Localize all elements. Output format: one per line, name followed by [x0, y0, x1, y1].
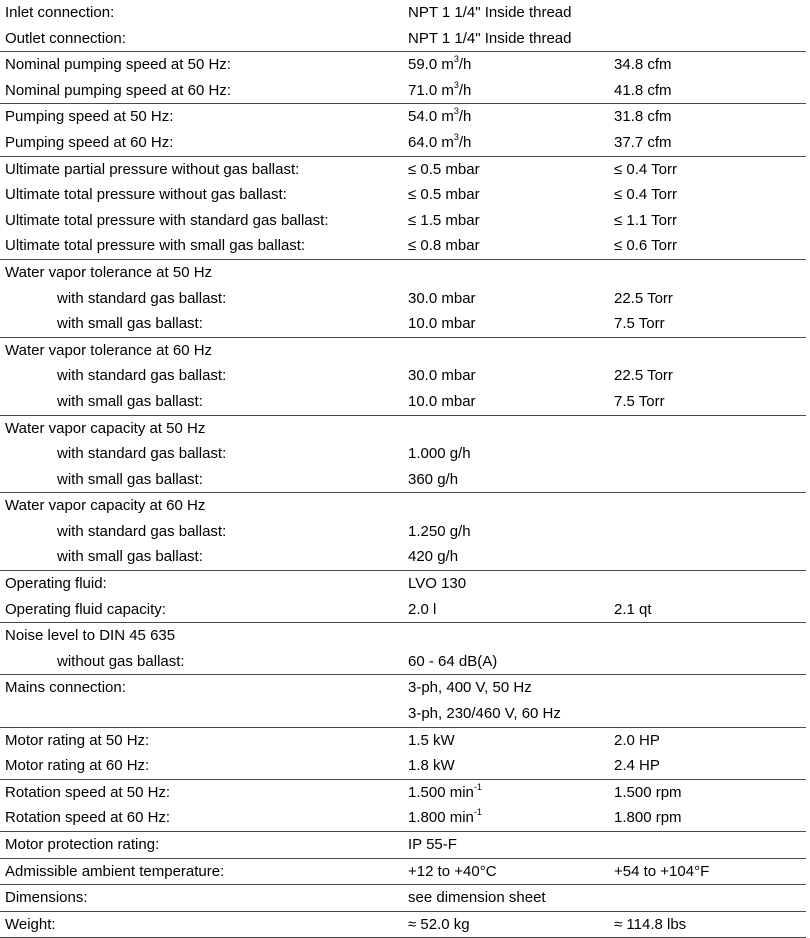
spec-group: [0, 859, 806, 886]
spec-imperial-value: 2.4 HP: [614, 757, 660, 775]
spec-row: [0, 805, 806, 831]
spec-label: Operating fluid:: [5, 575, 107, 593]
spec-row: [0, 0, 806, 26]
spec-row: [0, 104, 806, 130]
spec-metric-value: NPT 1 1/4" Inside thread: [408, 29, 572, 47]
metric-exponent: -1: [473, 781, 482, 792]
spec-label: Rotation speed at 50 Hz:: [5, 783, 171, 801]
spec-metric-value: 30.0 mbar: [408, 367, 476, 385]
spec-label: without gas ballast:: [57, 652, 185, 670]
spec-metric-value: 10.0 mbar: [408, 315, 476, 333]
spec-imperial-value: ≤ 0.4 Torr: [614, 186, 677, 204]
spec-row: [0, 701, 806, 727]
metric-unit-suffix: /h: [458, 81, 472, 99]
spec-label: with small gas ballast:: [57, 392, 203, 410]
spec-group: [0, 675, 806, 727]
spec-row: [0, 519, 806, 545]
spec-label: Nominal pumping speed at 50 Hz:: [5, 56, 231, 74]
spec-group: [0, 728, 806, 780]
metric-unit-suffix: /h: [458, 108, 472, 126]
spec-row: [0, 286, 806, 312]
spec-label: Motor rating at 50 Hz:: [5, 731, 150, 749]
spec-metric-value: IP 55-F: [408, 836, 457, 853]
spec-metric-value: 1.8 kW: [408, 757, 455, 775]
spec-metric-value: NPT 1 1/4" Inside thread: [408, 4, 572, 21]
spec-label: Water vapor tolerance at 60 Hz: [5, 341, 213, 359]
spec-label: Motor rating at 60 Hz:: [5, 757, 150, 775]
spec-label: Rotation speed at 60 Hz:: [5, 809, 171, 827]
spec-row: [0, 363, 806, 389]
metric-number: 1.500 min: [408, 783, 474, 801]
spec-label: with standard gas ballast:: [57, 522, 227, 540]
spec-group: [0, 0, 806, 52]
spec-metric-value: 10.0 mbar: [408, 392, 476, 410]
spec-group: [0, 780, 806, 832]
spec-row: [0, 493, 806, 519]
spec-label: Inlet connection:: [5, 4, 115, 21]
spec-row: [0, 571, 806, 597]
spec-row: [0, 416, 806, 442]
spec-imperial-value: 7.5 Torr: [614, 392, 665, 410]
spec-metric-value: ≤ 0.8 mbar: [408, 237, 480, 255]
spec-group: [0, 260, 806, 338]
spec-row: [0, 912, 806, 938]
spec-metric-value: 1.250 g/h: [408, 522, 471, 540]
spec-metric-value: LVO 130: [408, 575, 467, 593]
spec-row: [0, 389, 806, 415]
spec-metric-value: 1.000 g/h: [408, 445, 471, 463]
spec-row: [0, 859, 806, 885]
spec-group: [0, 912, 806, 938]
spec-row: [0, 130, 806, 156]
spec-imperial-value: ≤ 0.6 Torr: [614, 237, 677, 255]
spec-metric-value: +12 to +40°C: [408, 862, 497, 880]
spec-row: [0, 78, 806, 104]
spec-metric-value: [408, 78, 471, 104]
spec-row: [0, 544, 806, 570]
spec-row: [0, 26, 806, 52]
spec-label: Pumping speed at 60 Hz:: [5, 133, 174, 151]
spec-label: Noise level to DIN 45 635: [5, 627, 176, 645]
spec-imperial-value: 37.7 cfm: [614, 133, 672, 151]
spec-imperial-value: 31.8 cfm: [614, 108, 672, 126]
spec-group: [0, 338, 806, 416]
spec-imperial-value: 7.5 Torr: [614, 315, 665, 333]
metric-number: 1.800 min: [408, 809, 474, 827]
spec-imperial-value: 1.500 rpm: [614, 783, 682, 801]
spec-metric-value: [408, 780, 482, 806]
spec-metric-value: 3-ph, 230/460 V, 60 Hz: [408, 705, 561, 723]
metric-number: 64.0 m: [408, 133, 454, 151]
spec-metric-value: 1.5 kW: [408, 731, 455, 749]
spec-metric-value: ≤ 0.5 mbar: [408, 186, 480, 204]
spec-metric-value: [408, 805, 482, 831]
spec-metric-value: ≤ 0.5 mbar: [408, 160, 480, 178]
spec-label: Motor protection rating:: [5, 836, 160, 853]
spec-group: [0, 623, 806, 675]
spec-label: Outlet connection:: [5, 29, 126, 47]
spec-label: with small gas ballast:: [57, 548, 203, 566]
spec-group: [0, 571, 806, 623]
spec-label: Ultimate total pressure with standard gas ballast:: [5, 211, 329, 229]
metric-number: 54.0 m: [408, 108, 454, 126]
spec-group: [0, 493, 806, 571]
spec-metric-value: [408, 130, 471, 156]
spec-metric-value: see dimension sheet: [408, 889, 546, 907]
spec-label: with standard gas ballast:: [57, 289, 227, 307]
spec-label: Dimensions:: [5, 889, 88, 907]
spec-imperial-value: ≤ 1.1 Torr: [614, 211, 677, 229]
spec-row: [0, 467, 806, 493]
spec-row: [0, 311, 806, 337]
spec-label: Water vapor capacity at 60 Hz: [5, 497, 206, 515]
spec-label: with standard gas ballast:: [57, 445, 227, 463]
metric-unit-suffix: /h: [458, 133, 472, 151]
spec-row: [0, 832, 806, 858]
spec-label: Water vapor capacity at 50 Hz: [5, 419, 206, 437]
spec-label: Water vapor tolerance at 50 Hz: [5, 263, 213, 281]
spec-metric-value: ≈ 52.0 kg: [408, 915, 470, 933]
spec-metric-value: 2.0 l: [408, 600, 437, 618]
metric-exponent: 3: [453, 106, 459, 117]
metric-exponent: 3: [453, 131, 459, 142]
spec-group: [0, 885, 806, 912]
metric-number: 59.0 m: [408, 56, 454, 74]
metric-exponent: 3: [453, 54, 459, 65]
spec-metric-value: 360 g/h: [408, 470, 459, 488]
spec-row: [0, 52, 806, 78]
metric-exponent: -1: [473, 807, 482, 818]
metric-number: 71.0 m: [408, 81, 454, 99]
spec-metric-value: ≤ 1.5 mbar: [408, 211, 480, 229]
metric-exponent: 3: [453, 79, 459, 90]
spec-label: Ultimate total pressure with small gas ballast:: [5, 237, 306, 255]
spec-imperial-value: 41.8 cfm: [614, 81, 672, 99]
spec-row: [0, 623, 806, 649]
spec-row: [0, 649, 806, 675]
spec-label: with small gas ballast:: [57, 470, 203, 488]
spec-label: Admissible ambient temperature:: [5, 862, 225, 880]
spec-row: [0, 208, 806, 234]
metric-unit-suffix: /h: [458, 56, 472, 74]
spec-group: [0, 416, 806, 494]
spec-label: Mains connection:: [5, 679, 126, 697]
spec-label: Ultimate partial pressure without gas ballast:: [5, 160, 300, 178]
spec-row: [0, 597, 806, 623]
spec-group: [0, 832, 806, 859]
spec-row: [0, 728, 806, 754]
spec-label: with small gas ballast:: [57, 315, 203, 333]
spec-row: [0, 338, 806, 364]
spec-row: [0, 260, 806, 286]
spec-row: [0, 182, 806, 208]
spec-metric-value: 30.0 mbar: [408, 289, 476, 307]
spec-group: [0, 104, 806, 156]
spec-imperial-value: ≈ 114.8 lbs: [614, 915, 687, 933]
spec-label: Pumping speed at 50 Hz:: [5, 108, 174, 126]
spec-metric-value: 60 - 64 dB(A): [408, 652, 498, 670]
spec-row: [0, 780, 806, 806]
spec-metric-value: 3-ph, 400 V, 50 Hz: [408, 679, 532, 697]
spec-group: [0, 157, 806, 260]
spec-imperial-value: 22.5 Torr: [614, 367, 673, 385]
spec-metric-value: [408, 52, 471, 78]
spec-row: [0, 233, 806, 259]
spec-group: [0, 52, 806, 104]
spec-metric-value: 420 g/h: [408, 548, 459, 566]
spec-label: Weight:: [5, 915, 56, 933]
spec-imperial-value: +54 to +104°F: [614, 862, 710, 880]
spec-row: [0, 157, 806, 183]
spec-imperial-value: 2.1 qt: [614, 600, 652, 618]
spec-imperial-value: 2.0 HP: [614, 731, 660, 749]
spec-metric-value: [408, 104, 471, 130]
spec-label: Nominal pumping speed at 60 Hz:: [5, 81, 231, 99]
spec-imperial-value: ≤ 0.4 Torr: [614, 160, 677, 178]
spec-row: [0, 675, 806, 701]
spec-label: Operating fluid capacity:: [5, 600, 166, 618]
spec-row: [0, 885, 806, 911]
spec-imperial-value: 22.5 Torr: [614, 289, 673, 307]
spec-label: Ultimate total pressure without gas ballast:: [5, 186, 287, 204]
spec-row: [0, 441, 806, 467]
spec-row: [0, 753, 806, 779]
spec-imperial-value: 34.8 cfm: [614, 56, 672, 74]
spec-label: with standard gas ballast:: [57, 367, 227, 385]
spec-imperial-value: 1.800 rpm: [614, 809, 682, 827]
